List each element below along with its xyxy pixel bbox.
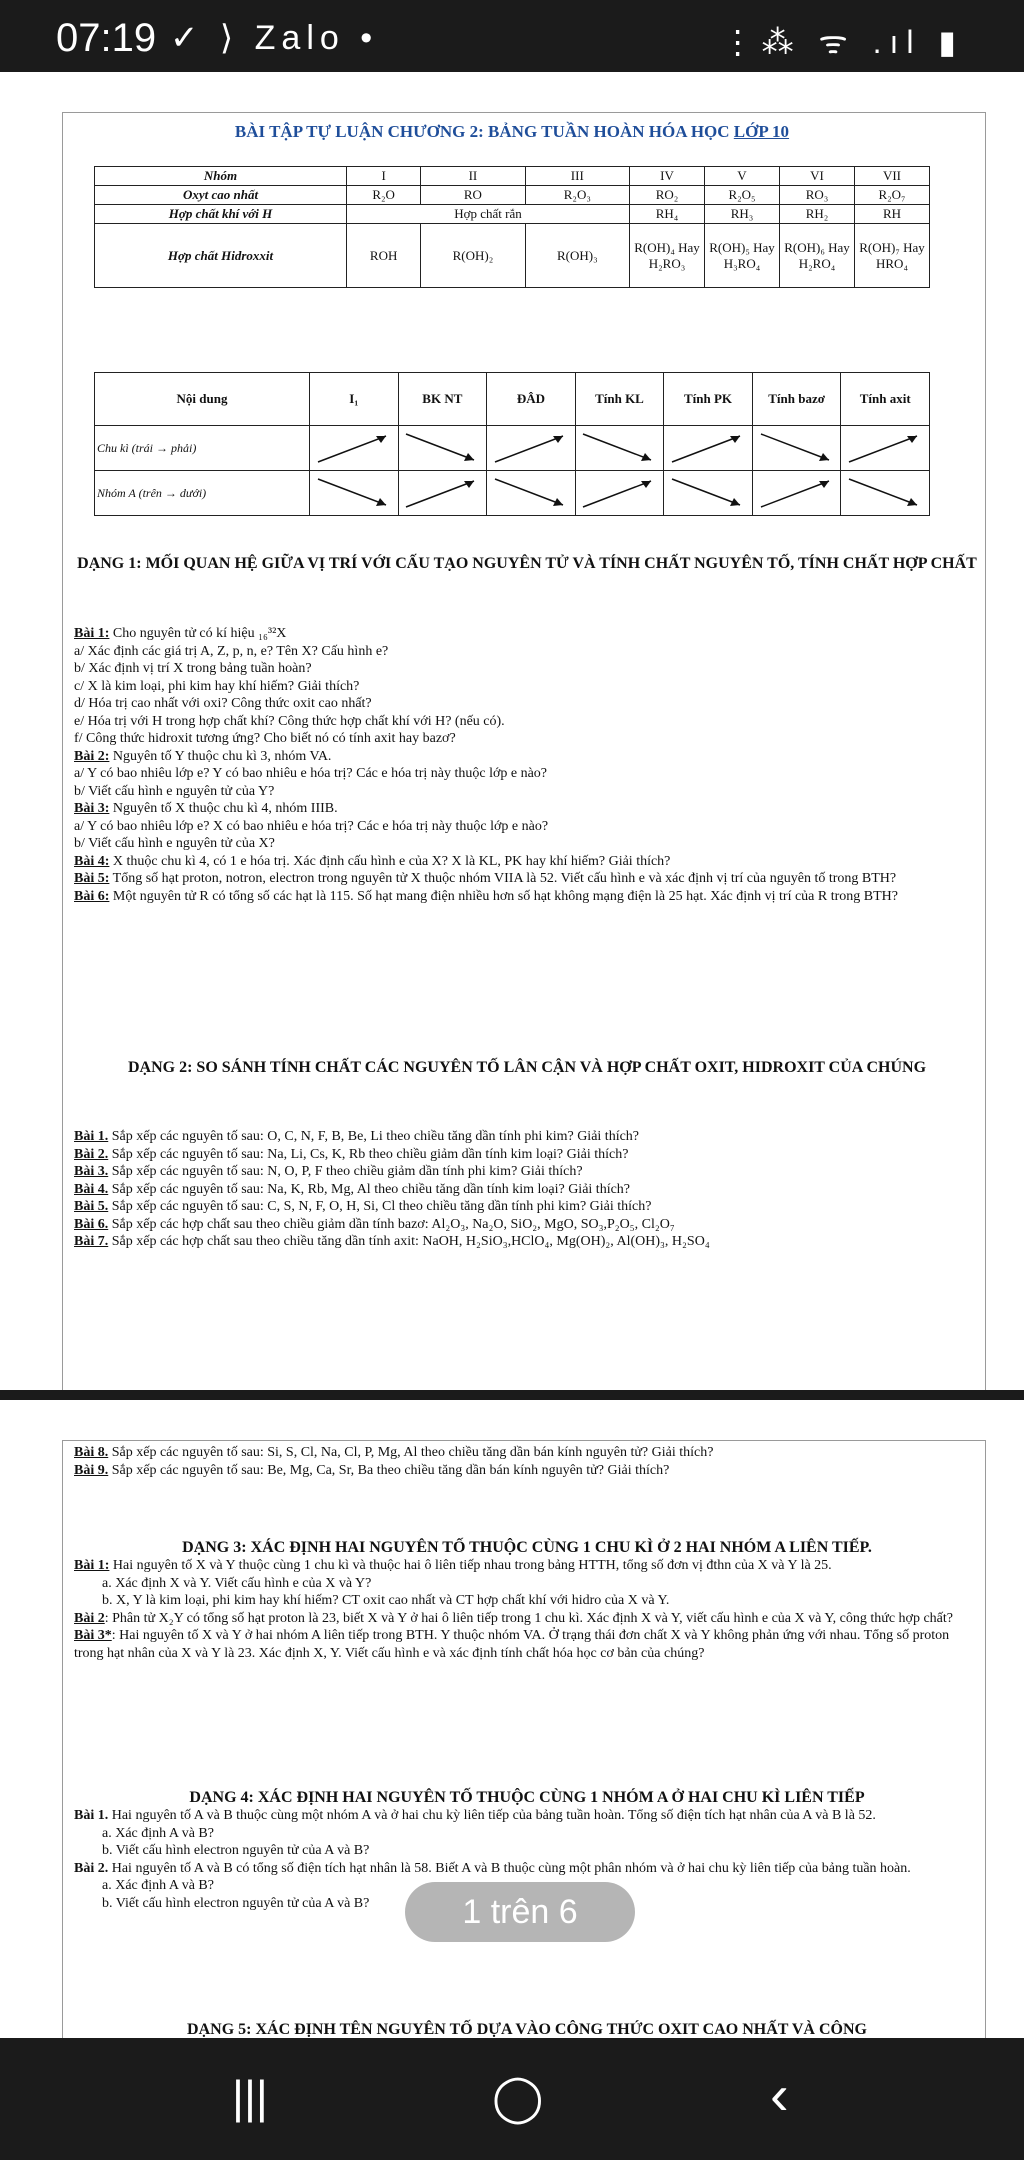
exercise-line: f/ Công thức hidroxit tương ứng? Cho biết nó có tính axit hay bazơ? (74, 731, 456, 746)
arrow-down-icon (668, 475, 748, 511)
section-heading: DẠNG 2: SO SÁNH TÍNH CHẤT CÁC NGUYÊN TỐ LÂN CẬN VÀ HỢP CHẤT OXIT, HIDROXIT CỦA CHÚNG (127, 1059, 927, 1076)
recent-apps-button[interactable]: ||| (232, 2071, 268, 2123)
document-page-1 (0, 72, 1024, 1390)
table-row: Hợp chất Hidroxxit ROH R(OH)₂ R(OH)₃ R(OH)₄ Hay H₂RO₃ R(OH)₅ Hay H₃RO₄ R(OH)₆ Hay H₂RO₄ R(OH)₇ Hay HRO₄ (95, 224, 930, 288)
back-button[interactable]: ‹ (770, 2063, 789, 2126)
exercise-line: Bài 6: Một nguyên tử R có tổng số các hạt là 115. Số hạt mang điện nhiều hơn số hạt không mạng điện là 25 hạt. Xác định vị trí của R trong BTH? (74, 888, 898, 904)
arrow-down-icon (402, 430, 482, 466)
exercise-line: Bài 6. Sắp xếp các hợp chất sau theo chiều giảm dần tính bazơ: Al₂O₃, Na₂O, SiO₂, MgO, SO₃,P₂O₅, Cl₂O₇ (74, 1216, 675, 1232)
exercise-line: c/ X là kim loại, phi kim hay khí hiếm? Giải thích? (74, 678, 360, 694)
notification-icons: ✓ ⟩ Zalo • (170, 19, 379, 57)
exercise-line: e/ Hóa trị với H trong hợp chất khí? Công thức hợp chất khí với H? (nếu có). (74, 713, 505, 729)
arrow-down-icon (579, 430, 659, 466)
exercise-line: b. Viết cấu hình electron nguyên tử của A và B? (102, 1895, 370, 1911)
exercise-line: Bài 1: Hai nguyên tố X và Y thuộc cùng 1 chu kì và thuộc hai ô liên tiếp nhau trong bảng HTTH, tổng số đơn vị đthn của X và Y là 25. (74, 1558, 832, 1573)
table-row: Nội dung I₁ BK NT ĐÂD Tính KL Tính PK Tính bazơ Tính axit (95, 373, 930, 426)
exercise-line: Bài 2: Phân tử X₂Y có tổng số hạt proton là 23, biết X và Y ở hai ô liên tiếp trong 1 chu kì. Xác định X và Y, viết cấu hình e của X và Y, công thức hợp chất? (74, 1610, 953, 1626)
section-heading: DẠNG 5: XÁC ĐỊNH TÊN NGUYÊN TỐ DỰA VÀO CÔNG THỨC OXIT CAO NHẤT VÀ CÔNG (187, 2021, 867, 2038)
navigation-bar (0, 2040, 1024, 2160)
arrow-up-icon (757, 475, 837, 511)
exercise-line: a. Xác định A và B? (102, 1878, 214, 1893)
exercise-line: Bài 3. Sắp xếp các nguyên tố sau: N, O, P, F theo chiều giảm dần tính phi kim? Giải thích? (74, 1164, 583, 1179)
arrow-up-icon (579, 475, 659, 511)
exercise-line: Bài 5. Sắp xếp các nguyên tố sau: C, S, N, F, O, H, Si, Cl theo chiều tăng dần tính phi kim? Giải thích? (74, 1199, 652, 1214)
doc-title: BÀI TẬP TỰ LUẬN CHƯƠNG 2: BẢNG TUẦN HOÀN HÓA HỌC LỚP 10 (234, 122, 790, 141)
exercise-line: Bài 9. Sắp xếp các nguyên tố sau: Be, Mg, Ca, Sr, Ba theo chiều tăng dần bán kính nguyên tử? Giải thích? (74, 1462, 670, 1478)
table-row: Nhóm A (trên → dưới) (95, 471, 930, 516)
exercise-line: Bài 1. Sắp xếp các nguyên tố sau: O, C, N, F, B, Be, Li theo chiều tăng dần tính phi kim? Giải thích? (74, 1129, 640, 1144)
exercise-line: b. Viết cấu hình electron nguyên tử của A và B? (102, 1843, 370, 1858)
arrow-down-icon (314, 475, 394, 511)
doc-title-grade: LỚP 10 (733, 122, 790, 141)
trend-table (94, 372, 930, 516)
status-bar (0, 0, 1024, 80)
arrow-up-icon (845, 430, 925, 466)
table-row: Oxyt cao nhất R₂O RO R₂O₃ RO₂ R₂O₅ RO₃ R₂O₇ (95, 186, 930, 205)
clock: 07:19 (56, 16, 157, 60)
arrow-up-icon (402, 475, 482, 511)
exercise-line: Bài 2. Sắp xếp các nguyên tố sau: Na, Li, Cs, K, Rb theo chiều giảm dần tính kim loại? Giải thích? (74, 1146, 629, 1162)
arrow-up-icon (668, 430, 748, 466)
document-page-2 (0, 1400, 1024, 2038)
section-body (74, 1128, 980, 1251)
system-icons: ⋮⁂ ᯤ .ıl ▮ (721, 24, 964, 60)
exercise-line: Bài 4: X thuộc chu kì 4, có 1 e hóa trị. Xác định cấu hình e của X? X là KL, PK hay khí hiếm? Giải thích? (74, 853, 671, 869)
table-row: Nhóm I II III IV V VI VII (95, 167, 930, 186)
section-body (74, 1444, 980, 1479)
exercise-line: a. Xác định A và B? (102, 1825, 214, 1841)
exercise-line: a. Xác định X và Y. Viết cấu hình e của X và Y? (102, 1575, 372, 1591)
exercise-line: Bài 1. Hai nguyên tố A và B thuộc cùng một nhóm A và ở hai chu kỳ liên tiếp của bảng tuần hoàn. Tổng số điện tích hạt nhân của A và B là 52. (74, 1808, 876, 1823)
periodic-properties-table (94, 166, 930, 288)
arrow-down-icon (757, 430, 837, 466)
arrow-up-icon (491, 430, 571, 466)
exercise-line: b. X, Y là kim loại, phi kim hay khí hiếm? CT oxit cao nhất và CT hợp chất khí với hidro của X và Y. (102, 1593, 670, 1608)
arrow-up-icon (314, 430, 394, 466)
page-frame (62, 1440, 986, 2038)
exercise-line: a/ Y có bao nhiêu lớp e? Y có bao nhiêu e hóa trị? Các e hóa trị này thuộc lớp e nào? (74, 766, 547, 781)
exercise-line: Bài 7. Sắp xếp các hợp chất sau theo chiều tăng dần tính axit: NaOH, H₂SiO₃,HClO₄, Mg(OH)₂, Al(OH)₃, H₂SO₄ (74, 1234, 710, 1249)
section-heading: DẠNG 1: MỐI QUAN HỆ GIỮA VỊ TRÍ VỚI CẤU TẠO NGUYÊN TỬ VÀ TÍNH CHẤT NGUYÊN TỐ, TÍNH CHẤT HỢP CHẤT (77, 555, 977, 572)
arrow-down-icon (845, 475, 925, 511)
exercise-line: Bài 3*: Hai nguyên tố X và Y ở hai nhóm A liên tiếp trong BTH. Y thuộc nhóm VA. Ở trạng thái đơn chất X và Y không phản ứng với nhau. Tổng số proton trong hạt nhân của X và Y là 23. Xác định X, Y. Viết cấu hình e và xác định tính chất hóa học cơ bản của chúng? (74, 1628, 950, 1661)
table-row: Hợp chất khí với H Hợp chất rắn RH₄ RH₃ RH₂ RH (95, 205, 930, 224)
section-heading: DẠNG 4: XÁC ĐỊNH HAI NGUYÊN TỐ THUỘC CÙNG 1 NHÓM A Ở HAI CHU KÌ LIÊN TIẾP (189, 1789, 865, 1806)
exercise-line: Bài 5: Tổng số hạt proton, notron, electron trong nguyên tử X thuộc nhóm VIIA là 52. Viết cấu hình e và xác định vị trí của nguyên tố trong BTH? (74, 871, 897, 886)
exercise-line: b/ Xác định vị trí X trong bảng tuần hoàn? (74, 661, 312, 676)
exercise-line: Bài 4. Sắp xếp các nguyên tố sau: Na, K, Rb, Mg, Al theo chiều tăng dần tính kim loại? Giải thích? (74, 1181, 631, 1197)
section-body (74, 625, 980, 905)
exercise-line: Bài 2. Hai nguyên tố A và B có tổng số điện tích hạt nhân là 58. Biết A và B thuộc cùng một phân nhóm và ở hai chu kỳ liên tiếp của bảng tuần hoàn. (74, 1860, 911, 1876)
exercise-line: a/ Xác định các giá trị A, Z, p, n, e? Tên X? Cấu hình e? (74, 643, 389, 659)
exercise-line: Bài 2: Nguyên tố Y thuộc chu kì 3, nhóm VA. (74, 748, 332, 764)
exercise-line: a/ Y có bao nhiêu lớp e? X có bao nhiêu e hóa trị? Các e hóa trị này thuộc lớp e nào? (74, 818, 549, 834)
exercise-line: Bài 8. Sắp xếp các nguyên tố sau: Si, S, Cl, Na, Cl, P, Mg, Al theo chiều tăng dần bán kính nguyên tử? Giải thích? (74, 1445, 714, 1460)
page-indicator-toast: 1 trên 6 (405, 1882, 635, 1942)
section-body (74, 1557, 980, 1662)
exercise-line: b/ Viết cấu hình e nguyên tử của X? (74, 836, 275, 851)
exercise-line: b/ Viết cấu hình e nguyên tử của Y? (74, 783, 275, 799)
exercise-line: Bài 1: Cho nguyên tử có kí hiệu ₁₆³²X (74, 626, 287, 641)
arrow-down-icon (491, 475, 571, 511)
section-heading: DẠNG 3: XÁC ĐỊNH HAI NGUYÊN TỐ THUỘC CÙNG 1 CHU KÌ Ở 2 HAI NHÓM A LIÊN TIẾP. (182, 1539, 872, 1556)
exercise-line: d/ Hóa trị cao nhất với oxi? Công thức oxit cao nhất? (74, 696, 372, 711)
table-row: Chu kì (trái → phải) (95, 426, 930, 471)
exercise-line: Bài 3: Nguyên tố X thuộc chu kì 4, nhóm IIIB. (74, 801, 338, 816)
home-button[interactable]: ◯ (492, 2071, 544, 2123)
